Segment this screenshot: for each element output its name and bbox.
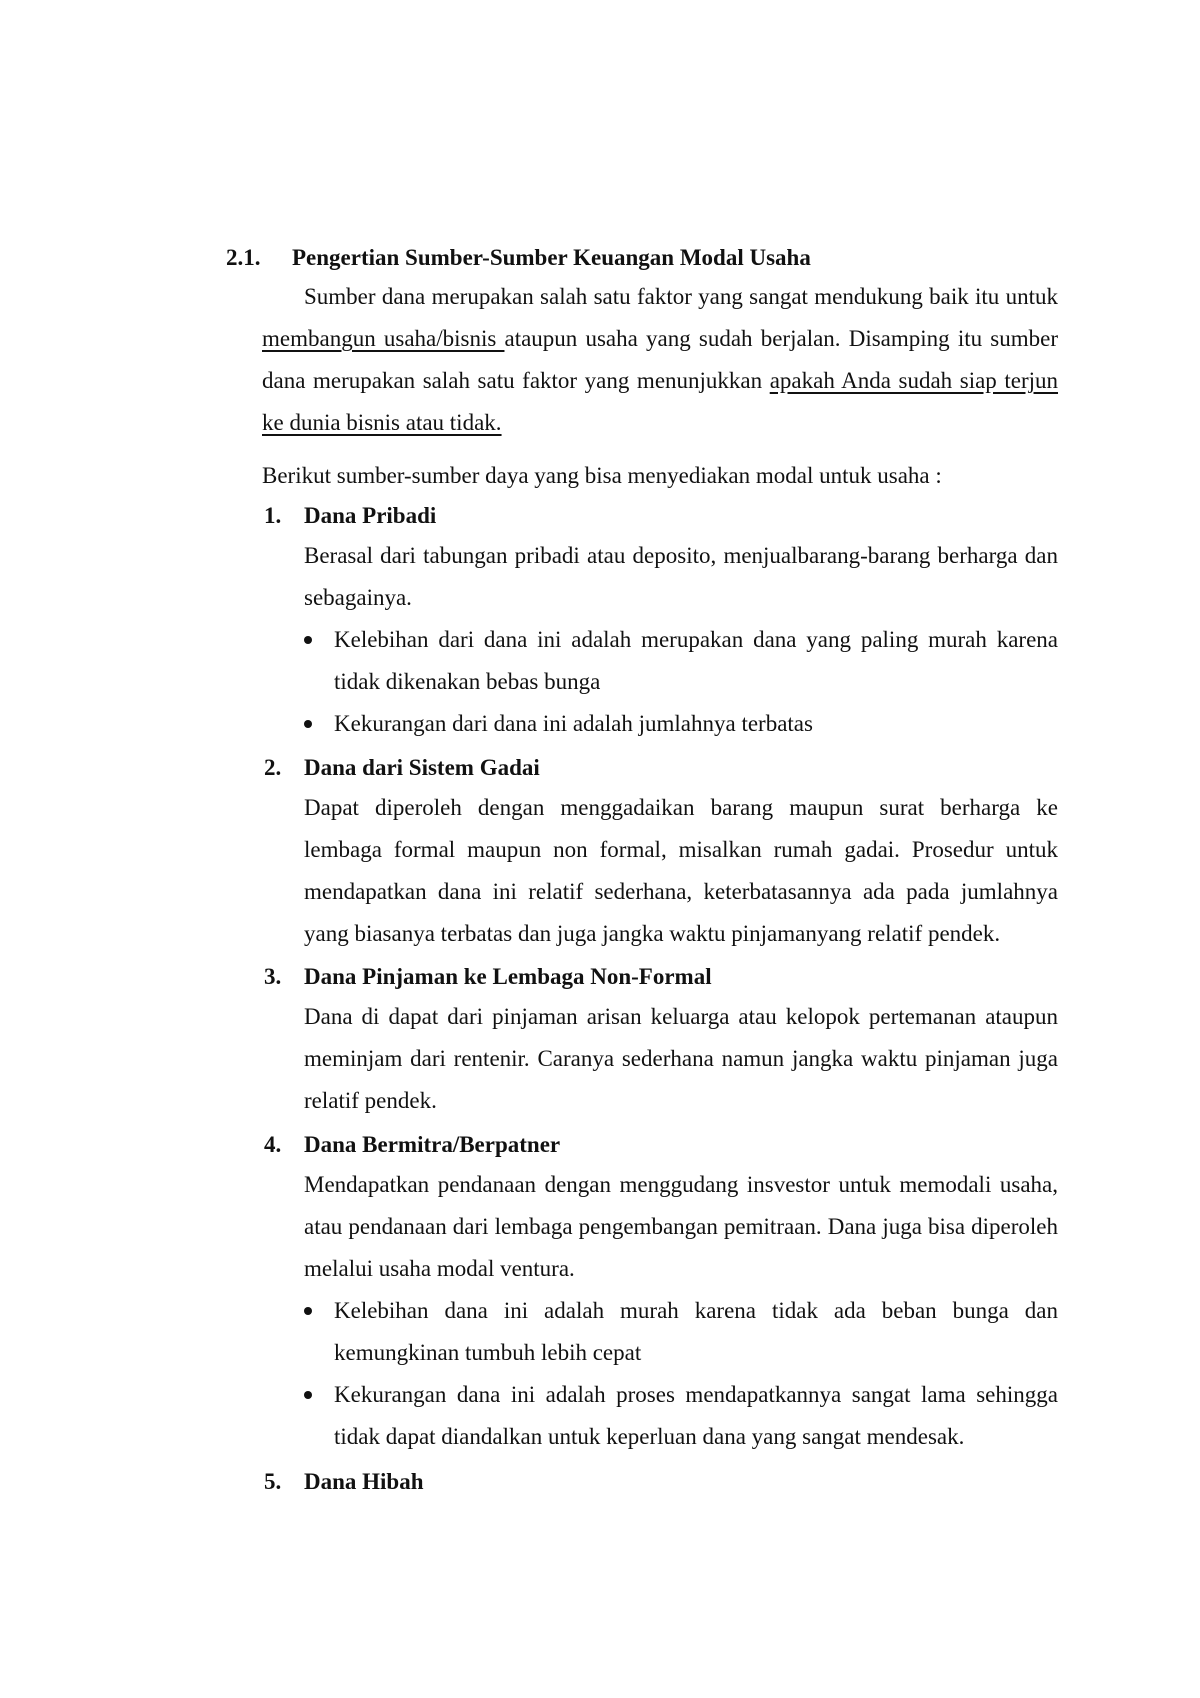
list-item-title	[264, 1469, 424, 1495]
section-heading	[226, 245, 811, 271]
bullet-text: Kelebihan dana ini adalah murah karena tidak ada beban bunga dan kemungkinan tumbuh lebih cepat	[334, 1298, 1058, 1365]
bullet-dot-icon	[304, 636, 312, 644]
list-item-heading: Dana Bermitra/Berpatner	[304, 1132, 561, 1157]
list-item-title	[264, 503, 436, 529]
intro-text-1: Sumber dana merupakan salah satu faktor yang sangat mendukung baik itu untuk	[304, 284, 1058, 309]
bullet-text: Kelebihan dari dana ini adalah merupakan dana yang paling murah karena tidak dikenakan bebas bunga	[334, 627, 1058, 694]
section-title: Pengertian Sumber-Sumber Keuangan Modal Usaha	[292, 245, 811, 270]
list-item-number: 1.	[264, 503, 282, 528]
intro-paragraph	[262, 276, 1058, 444]
list-item-title	[264, 755, 540, 781]
intro-underline-2: apakah Anda sudah siap terjun ke dunia bisnis atau tidak.	[262, 368, 1059, 435]
list-item-number: 3.	[264, 964, 282, 989]
intro-lead-in: Berikut sumber-sumber daya yang bisa menyediakan modal untuk usaha :	[262, 463, 942, 488]
list-item-heading: Dana Pinjaman ke Lembaga Non-Formal	[304, 964, 712, 989]
bullet-dot-icon	[304, 1307, 312, 1315]
section-number: 2.1.	[226, 245, 261, 270]
bullet-item	[304, 703, 1058, 745]
intro-underline-1: membangun usaha/bisnis	[262, 326, 505, 351]
list-item-body: Berasal dari tabungan pribadi atau deposito, menjualbarang-barang berharga dan sebagainya.	[304, 543, 1058, 610]
list-item-heading: Dana Hibah	[304, 1469, 424, 1494]
intro-text-2: ataupun usaha yang sudah berjalan. Disamping itu sumber dana merupakan salah satu faktor yang menunjukkan	[262, 326, 1058, 393]
list-item-body: Dapat diperoleh dengan menggadaikan barang maupun surat berharga ke lembaga formal maupun non formal, misalkan rumah gadai. Prosedur untuk mendapatkan dana ini relatif sederhana, keterbatasannya ada pada jumlahnya yang biasanya terbatas dan juga jangka waktu pinjamanyang relatif pendek.	[304, 795, 1058, 946]
bullet-item	[304, 619, 1058, 703]
bullet-item	[304, 1290, 1058, 1374]
list-item-body: Dana di dapat dari pinjaman arisan keluarga atau kelopok pertemanan ataupun meminjam dari rentenir. Caranya sederhana namun jangka waktu pinjaman juga relatif pendek.	[304, 1004, 1058, 1113]
bullet-item	[304, 1374, 1058, 1458]
list-item-number: 5.	[264, 1469, 282, 1494]
list-item-heading: Dana Pribadi	[304, 503, 437, 528]
bullet-text: Kekurangan dana ini adalah proses mendapatkannya sangat lama sehingga tidak dapat diandalkan untuk keperluan dana yang sangat mendesak.	[334, 1382, 1058, 1449]
bullet-dot-icon	[304, 720, 312, 728]
list-item-body: Mendapatkan pendanaan dengan menggudang insvestor untuk memodali usaha, atau pendanaan dari lembaga pengembangan pemitraan. Dana juga bisa diperoleh melalui usaha modal ventura.	[304, 1172, 1058, 1281]
list-item-number: 4.	[264, 1132, 282, 1157]
bullet-dot-icon	[304, 1391, 312, 1399]
list-item-title	[264, 1132, 560, 1158]
list-item-number: 2.	[264, 755, 282, 780]
list-item-heading: Dana dari Sistem Gadai	[304, 755, 540, 780]
list-item-title	[264, 964, 712, 990]
bullet-text: Kekurangan dari dana ini adalah jumlahnya terbatas	[334, 711, 813, 736]
